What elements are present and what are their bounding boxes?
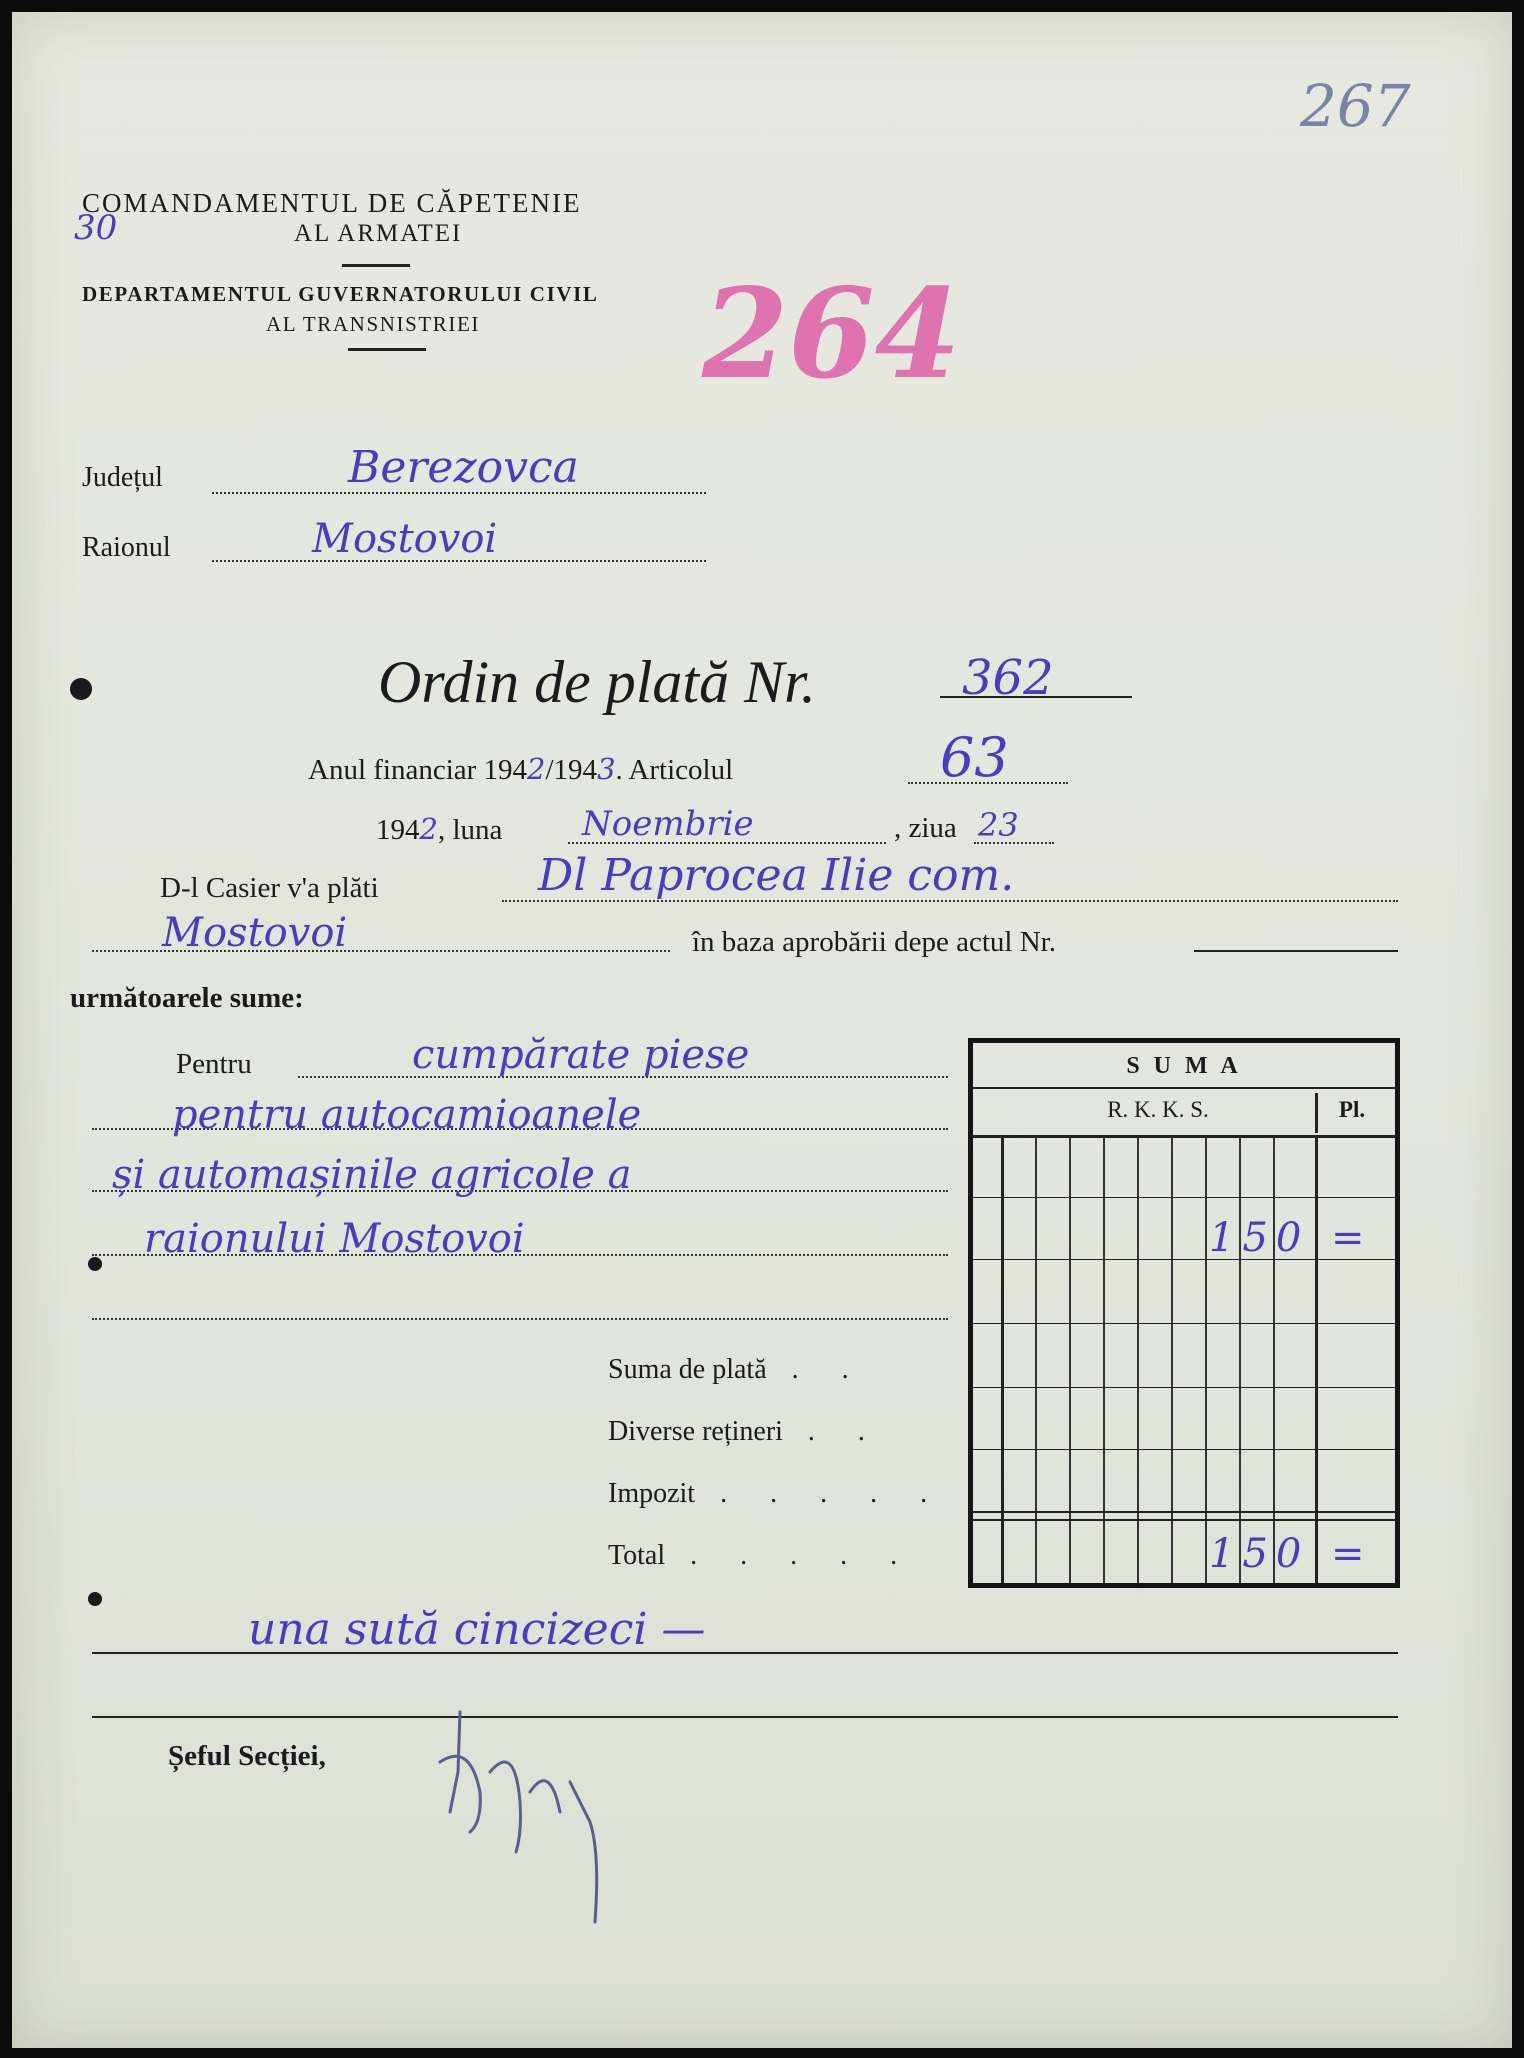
row-line (973, 1323, 1395, 1324)
header-rule (348, 348, 426, 351)
raionul-value: Mostovoi (312, 516, 498, 562)
table-header-rule (973, 1087, 1395, 1089)
row-line (973, 1387, 1395, 1388)
row-line (973, 1197, 1395, 1198)
judetul-label: Județul (82, 462, 163, 493)
ziua-label: , ziua (894, 812, 957, 844)
punch-hole (70, 678, 92, 700)
row-amount: 150 (1209, 1215, 1310, 1261)
purpose-label: Pentru (176, 1048, 252, 1080)
summary-total: Total . . . . . (608, 1540, 916, 1571)
raionul-label: Raionul (82, 532, 171, 563)
punch-hole (88, 1257, 102, 1271)
amounts-label: următoarele sume: (70, 982, 304, 1014)
col-line (1069, 1137, 1071, 1583)
col-cents-header: Pl. (1338, 1097, 1366, 1122)
signature-mark (420, 1702, 660, 1932)
total-amount: 150 (1209, 1531, 1310, 1577)
row-line (973, 1511, 1395, 1513)
articolul-value: 63 (940, 726, 1009, 789)
col-line (1273, 1137, 1275, 1583)
page-number: 267 (1300, 72, 1411, 140)
casier-label: D-l Casier v'a plăti (160, 872, 379, 904)
year-from: 2 (527, 752, 546, 786)
header-rule (342, 264, 410, 267)
document-title: Ordin de plată Nr. (378, 649, 816, 715)
archive-stamp: 264 (702, 262, 961, 407)
summary-retineri: Diverse rețineri . . (608, 1416, 883, 1447)
anul-label: Anul financiar 194 (308, 754, 528, 786)
financial-line: Anul financiar 1942/1943. Articolul (308, 752, 734, 786)
header-line-1: COMANDAMENTUL DE CĂPETENIE (82, 188, 582, 218)
col-line (1035, 1137, 1037, 1583)
purpose-line-5 (92, 1318, 948, 1320)
header-line-3: DEPARTAMENTUL GUVERNATORULUI CIVIL (82, 282, 599, 306)
col-divider-head (1315, 1093, 1318, 1133)
purpose-text-3: și automașinile agricole a (112, 1152, 632, 1198)
col-line (1205, 1137, 1207, 1583)
luna-label: , luna (437, 814, 503, 846)
date-year-digit: 2 (419, 812, 438, 846)
summary-impozit: Impozit . . . . . (608, 1478, 946, 1509)
signature-label: Șeful Secției, (168, 1740, 326, 1772)
words-line-1 (92, 1652, 1398, 1654)
luna-value: Noembrie (582, 804, 754, 844)
row-line (973, 1449, 1395, 1450)
row-cents: = (1331, 1215, 1365, 1261)
table-header: S U M A (1126, 1053, 1242, 1079)
purpose-text-4: raionului Mostovoi (144, 1216, 525, 1262)
total-cents: = (1331, 1531, 1365, 1577)
payee-value-1: Dl Paprocea Ilie com. (538, 850, 1015, 901)
col-line (1137, 1137, 1139, 1583)
paper-sheet (12, 12, 1512, 2048)
col-line (1001, 1137, 1004, 1583)
header-line-2: AL ARMATEI (294, 220, 463, 247)
row-line (973, 1519, 1395, 1521)
basis-label: în baza aprobării depe actul Nr. (692, 926, 1056, 958)
col-line (1315, 1137, 1318, 1583)
col-line (1171, 1137, 1173, 1583)
year-slash: /194 (545, 754, 598, 786)
articolul-label: Articolul (628, 754, 734, 786)
order-number-line (940, 696, 1132, 698)
col-main-header: R. K. K. S. (1107, 1097, 1209, 1122)
summary-suma: Suma de plată . . (608, 1354, 867, 1385)
margin-note: 30 (74, 208, 118, 248)
punch-hole (88, 1592, 102, 1606)
date-year-label: 1942, luna (376, 812, 503, 846)
col-line (1239, 1137, 1241, 1583)
basis-line (1194, 950, 1398, 952)
judetul-value: Berezovca (348, 442, 579, 493)
year-to: 3 (597, 752, 616, 786)
amount-in-words: una sută cincizeci — (248, 1604, 706, 1655)
purpose-text-1: cumpărate piese (412, 1032, 750, 1078)
payee-value-2: Mostovoi (162, 910, 348, 956)
order-number: 362 (962, 650, 1054, 706)
purpose-text-2: pentru autocamioanele (172, 1092, 642, 1138)
col-line (1103, 1137, 1105, 1583)
ziua-value: 23 (978, 806, 1019, 844)
words-line-2 (92, 1716, 1398, 1718)
header-line-4: AL TRANSNISTRIEI (266, 312, 481, 336)
amount-table (968, 1038, 1400, 1588)
